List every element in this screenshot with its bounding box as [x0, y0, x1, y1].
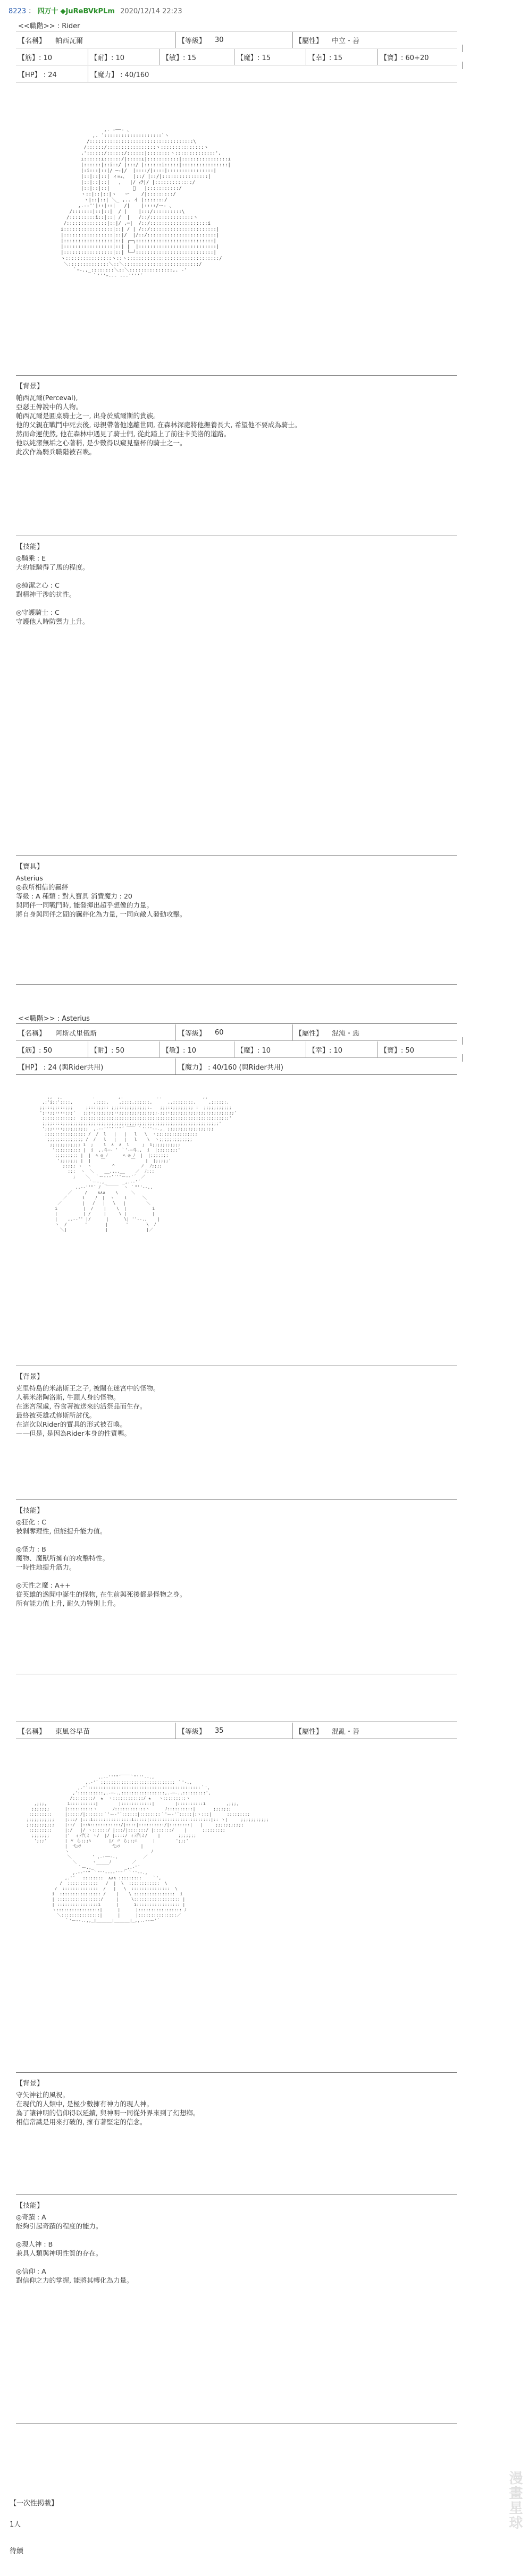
asterios-mp: 【魔力】 : 40/160 (與Rider共用)	[175, 1058, 283, 1074]
asterios-skill-line: 被剝奪理性, 但能提升能力值。	[16, 1527, 107, 1535]
third-profile-line: 相信常識是用來打破的, 擁有著堅定的信念。	[16, 2118, 147, 2126]
third-skills	[16, 2213, 457, 2285]
asterios-stats-row	[16, 1041, 457, 1057]
rider-np-line: 將自身與同伴之間的羈絆化為力量, 一同向敵人發動攻擊。	[16, 910, 187, 918]
post-date: 2020/12/14 22:23	[120, 7, 182, 15]
asterios-skill-line: 從英雄的逸聞中誕生的怪物, 在生前與死後都是怪物之身。	[16, 1590, 187, 1598]
third-skills-label: 【技能】	[16, 2202, 44, 2210]
rider-stat-agi: 【敏】: 15	[159, 49, 196, 65]
rider-ascii-art: ,. -──- 、 ,. ´::::::::::::::::::::`ヽ /::::::::::::::::::::::::::::::::::::\ /::::::/:::::::::::::::::ヽ:::::::::::::::ヽ ,'::::::/::::::/::::::|::::::::ヽ::::::::::::::', i::::::i::::::/|:::::i|:::::::::::|::::::::::::::::i |::::::|::i::/ |:::/ |::::::i:::::|::::::::::::::::| |:i:::|::|/ ─-|/ |::::/|::::|::::::::::::::::| |::|::|::| ィ=ｭ、 |::/ |::/|::::::::::::::::| |::|::|::| , |/ ｨﾃ|/ |:::::::::::::/ |::|::|::| ﾞ |:::::::::::/ ヽ::|::|::|ヽ ー /|:::::::::/ ヽ|::|::| ＼_ ,.. イ |:::::::/ ,.-‐''|::|::| /| |::::/ー- 、 /:::::::|::|::| / | |:::/::::::::::\ /:::::::::i::|::| / | /::/:::::::::::::::ヽ /::::::::::::::|::|/ ,─| /::/::::::::::::::::::::i i:::::::::::::::::|::| / | /::/:::::::::::::::::::::::| |:::::::::::::::::|::|/ |/::/::::::::::::::::::::::::| |:::::::::::::::::|::| ┌─┐:::::::::::::::::::::::::::| |:::::::::::::::::|::| | |:::::::::::::::::::::::::::| |:::::::::::::::::|::| └─┘:::::::::::::::::::::::::::| ヽ::::::::::::::::ヽ::ヽ::::::::::::::::::::::::::::::::/ ＼::::::::::::::＼::＼::::::::::::::::::::::::::/ ｀ｰ-.,_::::::::＼::＼:::::::::::::::,. -' ｀'''ｰ--- ---''''´	[61, 128, 231, 279]
asterios-skill-line: ◎狂化 : C	[16, 1518, 46, 1526]
post-separator: ：	[28, 7, 36, 15]
third-profile-line: 在現代的人類中, 是極少數擁有神力的現人神。	[16, 2100, 153, 2108]
rider-stat-luk: 【幸】: 15	[306, 49, 342, 65]
asterios-stat-end: 【耐】: 50	[88, 1041, 124, 1057]
rider-skill-line: 大約能騎得了馬的程度。	[16, 563, 89, 571]
rider-np-line: Asterius	[16, 874, 43, 882]
rider-np-line: ◎我所相信的羈絆	[16, 883, 69, 891]
asterios-profile-label: 【背景】	[16, 1373, 44, 1381]
rider-hp-row	[16, 66, 457, 82]
rider-profile-line: 此次作為騎兵職階被召喚。	[16, 448, 96, 456]
site-watermark: 漫畫星球	[507, 2471, 523, 2530]
third-name-label: 【名稱】	[18, 1727, 46, 1736]
asterios-hp-row	[16, 1058, 457, 1074]
rider-skill-line	[16, 572, 457, 581]
rider-level: 30	[215, 36, 224, 44]
third-name: 東風谷早苗	[55, 1727, 90, 1736]
asterios-skill-line: 魔物、魔獸所擁有的攻擊特性。	[16, 1554, 110, 1562]
third-ascii-art: ,.-‐'''"´￣￣｀"'''‐-., ,.-'´ ::::::::::::::::::::::::::::: ｀'-., ,.'´::::::::::::::::::::::::::::::::::::::::::::｀', ,'::::::::::,.-─-.,:::::::::::::::::,.-─-.,:::::::::', /::::::::/ ★ ヽ::::::::::::/ ★ ヽ:::::::::ヽ ,;;;, i::::::::::| |::::::::::::| |::::::::::i ,;;;, ;;;;;;; |::::::::::ヽ ﾉ::::::::::::ヽ ﾉ::::::::::| ;;;;;;; ;;;;;;;;; |:::::/|:::::::｀'ー‐'´::::::|::::::::｀'ー‐'´:::::|:ヽ:::| ;;;;;;;;; ;;;;;;;;;;; |:::/ |:::i:::::::::::::::i:::::|::::::::::::::::::::::::|:: ヽ| ;;;;;;;;;;; ;;;;;;;;;;; |::/ |::ﾊ::::::::::::/|::::|::::::::::/|::::::::| | ;;;;;;;;;;; ;;;;;;;;; |:/ |/ ヽ::::::/ |:::/|:::::::/ |:::::::/ | ;;;;;;;;; ;;;;;;; |' ィﾃ汽ミ ヽ/ |/ |::::/ ィﾃ汽ミ/ | ;;;;;;; ';;;' | 〃 ら;;;ﾊ |/ 〃 ら;;;ﾊ | ';;;' | 弋ﾆﾂ 弋ﾆﾂ | ヽ ﾉ ＼ ' ,.-──-., ／ ＼ ヽ_____ﾉ ／ ｀ー.,_ _,.-'´ ,.-‐''" ｀"''‐--‐''"´ ｀''‐-., ,.'´ :::::::: ∧∧∧ ::::::::: ｀', / :::::::::::: / | \ :::::::::::: \ / :::::::::::::: / | \ ::::::::::::::: \ i :::::::::::::::: / | \ :::::::::::::::: i | :::::::::::::::::/ | \:::::::::::::::::: | | ::::::::::::::::i | i::::::::::::::::: | ヽ:::::::::::::::::| | |::::::::::::::::: ﾉ ＼:::::::::::::::| | |:::::::::::::::／ ｀'ー--..,,_|______|______|_,,..--ー'´	[26, 1775, 269, 1923]
asterios-skills-label: 【技能】	[16, 1507, 44, 1515]
third-name-row	[16, 1723, 457, 1739]
rider-profile-line: 他以純潔無垢之心著稱, 是少數得以窺見聖杯的騎士之一。	[16, 439, 187, 447]
third-profile-line: 守矢神社的風祝。	[16, 2091, 70, 2099]
asterios-name-row	[16, 1024, 457, 1040]
asterios-skill-line	[16, 1572, 457, 1581]
post-number[interactable]: 8223	[9, 7, 27, 15]
third-level: 35	[215, 1726, 224, 1735]
rider-stat-end: 【耐】: 10	[88, 49, 124, 65]
third-alignment-label: 【屬性】	[292, 1723, 323, 1739]
third-divider-2	[16, 2072, 457, 2073]
asterios-alignment: 混沌・惡	[332, 1029, 360, 1038]
rider-stats-row	[16, 49, 457, 65]
third-profile-line: 為了讓神明的信仰得以延續, 與神明一同從外界來到了幻想鄉。	[16, 2109, 200, 2117]
rider-divider-6	[16, 855, 457, 856]
rider-alignment: 中立・善	[332, 37, 360, 45]
asterios-hp: 【HP】 : 24 (與Rider共用)	[18, 1063, 104, 1072]
rider-divider-7	[16, 984, 457, 985]
rider-skills-label: 【技能】	[16, 543, 44, 551]
post-author[interactable]: 四万十	[37, 7, 58, 15]
rider-stat-np: 【寶】: 60+20	[377, 49, 429, 65]
asterios-profile-line: 人稱米諾陶洛斯, 牛頭人身的怪物。	[16, 1393, 120, 1401]
asterios-skill-line: ◎天性之魔 : A++	[16, 1581, 71, 1589]
asterios-divider-1	[16, 1040, 457, 1041]
rider-level-label: 【等級】	[175, 32, 206, 48]
asterios-class: <<職階>> : Asterius	[18, 1014, 90, 1023]
asterios-stat-str: 【筋】: 50	[18, 1046, 53, 1055]
footer-count: 1人	[10, 2521, 21, 2529]
rider-profile	[16, 393, 457, 456]
post-header	[9, 5, 182, 15]
rider-skill-line: 守護他人時防禦力上升。	[16, 617, 89, 625]
asterios-level-label: 【等級】	[175, 1024, 206, 1040]
rider-stat-mag: 【魔】: 15	[234, 49, 271, 65]
rider-profile-line: 帕西瓦爾是圓桌騎士之一, 出身於威爾斯的貴族。	[16, 412, 160, 420]
asterios-stat-agi: 【敏】: 10	[159, 1041, 196, 1057]
third-skill-line: 兼具人類與神明性質的存在。	[16, 2249, 103, 2257]
rider-profile-line: 亞瑟王傳說中的人物。	[16, 403, 83, 411]
asterios-profile-line: ——但是, 是因為Rider本身的性質嗎。	[16, 1429, 131, 1437]
asterios-profile-line: 在迷宮深處, 吞食著被送來的活祭品而生存。	[16, 1402, 147, 1410]
rider-name: 帕西瓦爾	[55, 37, 83, 45]
asterios-stat-mag: 【魔】: 10	[234, 1041, 271, 1057]
rider-profile-label: 【背景】	[16, 383, 44, 391]
rider-alignment-label: 【屬性】	[292, 32, 323, 48]
asterios-skill-line	[16, 1536, 457, 1545]
asterios-skill-line: ◎怪力 : B	[16, 1545, 46, 1553]
rider-profile-line: 他的父親在戰鬥中死去後, 母親帶著他遠離世間, 在森林深處將他撫養長大, 希望他不要成為騎士。	[16, 421, 301, 429]
asterios-profile-line: 克里特島的米諾斯王之子, 被關在迷宮中的怪物。	[16, 1384, 160, 1392]
third-skill-line	[16, 2231, 457, 2240]
third-alignment: 混亂・善	[332, 1727, 360, 1736]
asterios-divider-top	[16, 1023, 457, 1024]
rider-stat-str: 【筋】: 10	[18, 54, 53, 62]
asterios-divider-2	[16, 1057, 457, 1058]
third-skill-line: ◎奇蹟 : A	[16, 2213, 46, 2221]
rider-class: <<職階>> : Rider	[18, 22, 80, 30]
asterios-name: 阿斯忒里俄斯	[55, 1029, 97, 1038]
asterios-profile-line: 最終被英雄忒修斯所討伐。	[16, 1411, 96, 1419]
third-skill-line: 對信仰之力的掌握, 能將其轉化為力量。	[16, 2276, 133, 2284]
asterios-stat-luk: 【幸】: 10	[306, 1041, 342, 1057]
asterios-stat-np: 【寶】: 50	[377, 1041, 414, 1057]
third-divider-4	[16, 2423, 457, 2424]
rider-skill-line	[16, 599, 457, 608]
rider-np	[16, 874, 457, 919]
rider-name-row	[16, 32, 457, 48]
footer-note: 待續	[10, 2547, 24, 2555]
rider-divider-4	[16, 375, 457, 376]
rider-np-line: 等級 : A 種類 : 對人寶具 消費魔力 : 20	[16, 892, 132, 900]
asterios-divider-5	[16, 1499, 457, 1500]
rider-skill-line: ◎守護騎士 : C	[16, 608, 60, 616]
rider-skill-line: ◎純潔之心 : C	[16, 581, 60, 589]
rider-np-label: 【寶具】	[16, 863, 44, 871]
third-skill-line: ◎現人神 : B	[16, 2240, 53, 2248]
third-skill-line	[16, 2258, 457, 2267]
rider-profile-line: 帕西瓦爾(Perceval),	[16, 394, 78, 402]
footer-series-label: 【一次性揭載】	[10, 2499, 58, 2507]
third-profile-label: 【背景】	[16, 2080, 44, 2088]
asterios-alignment-label: 【屬性】	[292, 1024, 323, 1040]
asterios-name-label: 【名稱】	[18, 1029, 46, 1038]
asterios-profile	[16, 1384, 457, 1438]
rider-hp: 【HP】 : 24	[18, 71, 57, 79]
asterios-profile-line: 在這次以Rider的寶具的形式被召喚。	[16, 1420, 127, 1428]
asterios-divider-3	[16, 1074, 457, 1075]
rider-skill-line: 對精神干涉的抗性。	[16, 590, 76, 598]
rider-np-line: 與同伴一同戰鬥時, 能發揮出超乎想像的力量。	[16, 901, 153, 909]
asterios-skill-line: 所有能力值上升, 耐久力特別上升。	[16, 1599, 120, 1607]
rider-profile-line: 然而命運使然, 他在森林中遇見了騎士們, 從此踏上了前往卡美洛的道路。	[16, 430, 231, 438]
post-trip: ◆JuReBVkPLm	[60, 7, 115, 15]
rider-skill-line: ◎騎乘 : E	[16, 554, 46, 562]
third-skill-line: 能夠引起奇蹟的程度的能力。	[16, 2222, 103, 2230]
third-skill-line: ◎信仰 : A	[16, 2267, 46, 2275]
rider-mp: 【魔力】 : 40/160	[88, 66, 149, 82]
third-profile	[16, 2090, 457, 2126]
asterios-level: 60	[215, 1028, 224, 1037]
asterios-skill-line: 一時性地提升筋力。	[16, 1563, 76, 1571]
third-level-label: 【等級】	[175, 1723, 206, 1739]
third-divider-3	[16, 2194, 457, 2195]
rider-name-label: 【名稱】	[18, 37, 46, 45]
asterios-skills	[16, 1518, 457, 1608]
asterios-ascii-art: ,, ,、 . ,. .. ,, ,;'i;:'::;:, ,;;;;, ,;;;:.;;;;;:, ..;;;;;;;;. ,;;;;;:. ;;:::;;:::;;; ;:::;;;:: ;;;::;;;;;;;;;:. ;;;::;;;;;;;; : ;;;;;;;;;;; ';::;;::::;;;' ;;;:;;;;;;;;::;;;;;;;;;;;;;;;.;;;:;;;;;;;;;;;;;;;;;;;;;;;;;' ;;::;:::::;;; ;;;;;;;;;;;;;;;;;;;;;;;;;;;;;;;;;;;;;;;;;;;;;;;;;;;;;;;;;;' ;;;;::::;;;;;;;;;;;;;;;;;;;;;;;;;;;;;;;;;;;;;;;;;;;;;;;;;;;;;;;;;;;;;' ';;;::::;;;;;;;;;; ,.-‐''''''"´ ￣￣ ｀''''‐-.,_ ;;;;;;;;;;;;;;;;;; ;;;;::::;;;;;;;; / / l | | l \ ヽ;;;;;;;;;;;;;;;; ;;;;;::;;;;;;; / / l | | l \ ヽ;;;;;;;;;;;;; ;;;;;;;;;;;; i ; l ∧ ∧ l ; i;;;;;;;;;;; ';;;;;;;;;; | i ,.斗─- ' ｀'-─斗., i |;;;;;;;;' ;;;;;;;;; | | ﾍ ◎ ﾉ ﾍ ◎ ﾉ | |;;;;;;; ';;;;;;; | | ￣ ￣ | |;;;;;' ;;;;; ヽ ヽ ^ ノ ﾉ;;;; ;;; ヽ ＼ __,,..__ ／ ﾉ;;; ; ＼ ｀ー--‐''''ー-‐'´ ／ ｀ー-.,_ _,.-‐'´ ,.-‐''"´ ﾉ ￣￣￣ ヽ ｀"''‐-., ／ / ∧∧∧ \ ＼ ／ i ﾉ | ヽ i ＼ ／ | / | \ | ＼ i | / | \ | i | | / | \ | | | ,.-‐'' |/ | \| ''‐-., | ヽ / ' | ' \ ﾉ ＼| | |／	[39, 1095, 237, 1232]
rider-skills	[16, 554, 457, 626]
